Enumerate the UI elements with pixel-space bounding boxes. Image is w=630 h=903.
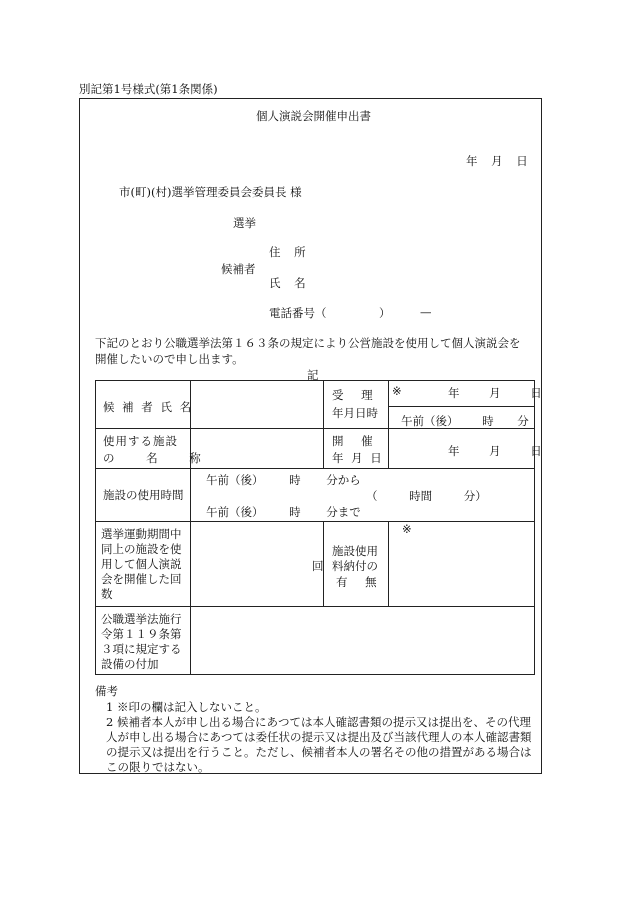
table-hline (96, 606, 534, 607)
count-unit: 回 (312, 559, 324, 573)
page-title: 個人演説会開催申出書 (256, 109, 371, 123)
name-label: 氏 名 (269, 276, 306, 290)
note-mark: ※ (392, 384, 402, 398)
equipment-header: 公職選挙法施行令第１１９条第３項に規定する設備の付加 (101, 612, 182, 671)
phone-dash: — (420, 305, 432, 319)
usage-duration: （ 時間 分） (366, 489, 487, 503)
candidate-name-header: 候 補 者 氏 名 (103, 400, 194, 414)
intro-paragraph: 下記のとおり公職選挙法第１６３条の規定により公営施設を使用して個人演説会を開催したいので申し出ます。 (95, 336, 521, 366)
usage-to: 午前（後） 時 分まで (206, 505, 361, 519)
note-mark-2: ※ (402, 522, 412, 536)
address-label: 住 所 (269, 245, 306, 259)
facility-name-header: 使用する施設 (103, 434, 178, 448)
form-number-label: 別記第1号様式(第1条関係) (79, 82, 218, 96)
election-label: 選挙 (233, 216, 256, 230)
held-date-label-2: 年 月 日 (332, 451, 382, 465)
usage-from: 午前（後） 時 分から (206, 473, 361, 487)
table-hline (96, 468, 534, 469)
received-label-2: 年月日時 (332, 406, 378, 420)
fee-label: 施設使用 (332, 544, 378, 558)
addressee: 市(町)(村)選挙管理委員会委員長 様 (119, 185, 302, 199)
phone-label: 電話番号（ (269, 306, 327, 320)
notes-title: 備考 (95, 684, 118, 698)
received-label: 受 理 (332, 388, 373, 402)
note-1: 1 ※印の欄は記入しないこと。 (106, 700, 267, 714)
phone-paren: ） (379, 306, 391, 320)
note-2: 2 候補者本人が申し出る場合にあつては本人確認書類の提示又は提出を、その代理人が申し出る場合にあつては委任状の提示又は提出及び当該代理人の本人確認書類の提示又は提出を行うこと。ただし、候補者本人の署名その他の措置がある場合はこの限りではない。 (106, 715, 532, 774)
application-table (95, 380, 542, 675)
fee-label-2: 料納付の (332, 559, 378, 573)
received-date: 年 月 日 (448, 386, 542, 400)
table-hline (388, 406, 534, 407)
table-vline (190, 381, 191, 674)
candidate-label: 候補者 (221, 262, 256, 276)
held-date: 年 月 日 (448, 444, 542, 458)
table-vline (323, 381, 324, 468)
ki-heading: 記 (307, 368, 319, 382)
fee-label-3: 有 無 (336, 575, 377, 589)
table-vline (388, 521, 389, 606)
table-vline (388, 381, 389, 468)
table-hline (96, 521, 534, 522)
usage-time-header: 施設の使用時間 (103, 488, 184, 502)
date-line: 年 月 日 (466, 154, 528, 168)
count-header: 選挙運動期間中同上の施設を使用して個人演説会を開催した回数 (101, 527, 182, 601)
facility-name-header-2: の 名 称 (103, 451, 201, 465)
received-time: 午前（後） 時 分 (401, 414, 529, 428)
held-date-label: 開 催 (332, 434, 373, 448)
